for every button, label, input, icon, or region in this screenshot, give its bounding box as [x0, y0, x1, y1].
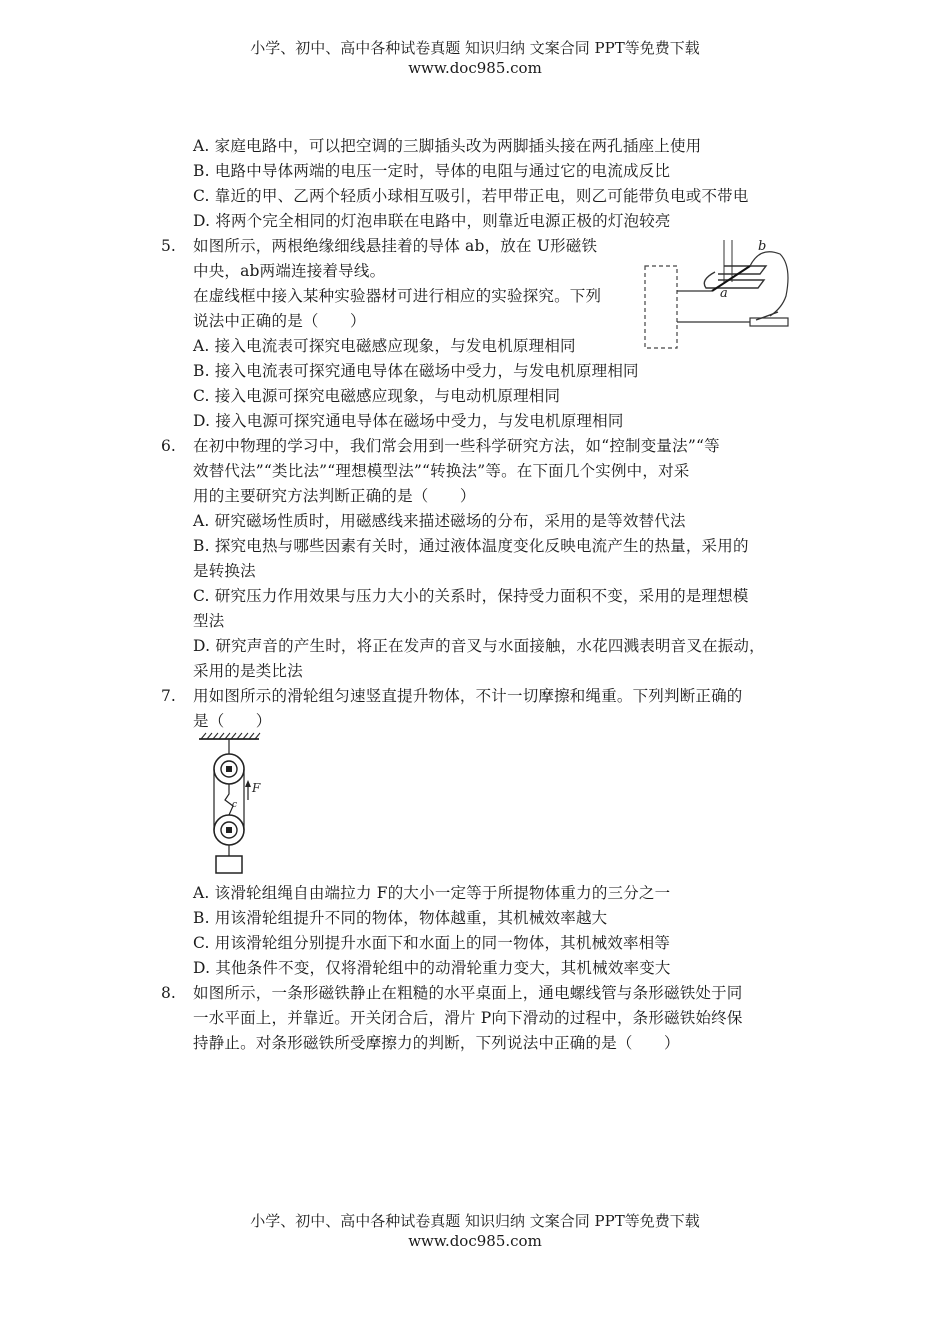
q8-stem-line-1: 如图所示，一条形磁铁静止在粗糙的水平桌面上，通电螺线管与条形磁铁处于同 [193, 984, 743, 1002]
movable-pulley-axle [226, 827, 232, 833]
q6-option-c-line-1: C. 研究压力作用效果与压力大小的关系时，保持受力面积不变，采用的是理想模 [193, 587, 749, 605]
u-magnet-top [718, 266, 766, 274]
q5-stem-line-1: 如图所示，两根绝缘细线悬挂着的导体 ab，放在 U形磁铁 [193, 237, 598, 255]
q8-stem-line-3: 持静止。对条形磁铁所受摩擦力的判断，下列说法中正确的是（ ） [193, 1034, 680, 1052]
q7-option-a: A. 该滑轮组绳自由端拉力 F的大小一定等于所提物体重力的三分之一 [193, 884, 671, 902]
header-url: www.doc985.com [408, 59, 542, 77]
q5-stem-line-4: 说法中正确的是（ ） [193, 312, 366, 330]
q6-option-a: A. 研究磁场性质时，用磁感线来描述磁场的分布，采用的是等效替代法 [193, 512, 686, 530]
page-header [0, 38, 950, 78]
conductor-ab [712, 266, 750, 291]
q6-stem-line-1: 在初中物理的学习中，我们常会用到一些科学研究方法，如“控制变量法”“等 [193, 437, 720, 455]
q7-stem-line-2: 是（ ） [193, 712, 272, 730]
load-block [216, 856, 242, 873]
q6-number: 6. [161, 437, 176, 455]
label-c: c [232, 800, 238, 810]
dashed-box [645, 266, 677, 348]
label-f: F [252, 781, 261, 795]
q5-option-b: B. 接入电流表可探究通电导体在磁场中受力，与发电机原理相同 [193, 362, 639, 380]
force-arrowhead [245, 780, 251, 787]
q5-number: 5. [161, 237, 176, 255]
q6-option-b-line-1: B. 探究电热与哪些因素有关时，通过液体温度变化反映电流产生的热量，采用的 [193, 537, 749, 555]
q7-number: 7. [161, 687, 176, 705]
q4-option-d: D. 将两个完全相同的灯泡串联在电路中，则靠近电源正极的灯泡较亮 [193, 212, 671, 230]
footer-url: www.doc985.com [408, 1232, 542, 1250]
label-b: b [758, 239, 767, 254]
q6-stem-line-3: 用的主要研究方法判断正确的是（ ） [193, 487, 476, 505]
q6-option-c-line-2: 型法 [193, 612, 225, 630]
q4-option-b: B. 电路中导体两端的电压一定时，导体的电阻与通过它的电流成反比 [193, 162, 671, 180]
page-footer [0, 1211, 950, 1251]
q4-option-a: A. 家庭电路中，可以把空调的三脚插头改为两脚插头接在两孔插座上使用 [193, 137, 702, 155]
q7-pulley-figure [195, 732, 265, 877]
q4-option-c: C. 靠近的甲、乙两个轻质小球相互吸引，若甲带正电，则乙可能带负电或不带电 [193, 187, 749, 205]
q8-stem-line-2: 一水平面上，并靠近。开关闭合后，滑片 P向下滑动的过程中，条形磁铁始终保 [193, 1009, 743, 1027]
switch-blade [756, 312, 778, 320]
q7-option-c: C. 用该滑轮组分别提升水面下和水面上的同一物体，其机械效率相等 [193, 934, 671, 952]
q8-number: 8. [161, 984, 176, 1002]
q5-stem-line-3: 在虚线框中接入某种实验器材可进行相应的实验探究。下列 [193, 287, 602, 305]
q7-option-b: B. 用该滑轮组提升不同的物体，物体越重，其机械效率越大 [193, 909, 608, 927]
q5-magnet-circuit-figure [640, 236, 790, 354]
q5-stem-line-2: 中央，ab两端连接着导线。 [193, 262, 386, 280]
switch-base [750, 318, 788, 326]
q7-stem-line-1: 用如图所示的滑轮组匀速竖直提升物体，不计一切摩擦和绳重。下列判断正确的 [193, 687, 743, 705]
q6-option-d-line-1: D. 研究声音的产生时，将正在发声的音叉与水面接触，水花四溅表明音叉在振动， [193, 637, 765, 655]
fixed-pulley-axle [226, 766, 232, 772]
q5-option-a: A. 接入电流表可探究电磁感应现象，与发电机原理相同 [193, 337, 576, 355]
q5-option-d: D. 接入电源可探究通电导体在磁场中受力，与发电机原理相同 [193, 412, 624, 430]
header-line-1: 小学、初中、高中各种试卷真题 知识归纳 文案合同 PPT等免费下载 [250, 39, 700, 57]
ceiling-hatch [201, 733, 260, 739]
label-a: a [720, 286, 728, 301]
footer-line-1: 小学、初中、高中各种试卷真题 知识归纳 文案合同 PPT等免费下载 [250, 1212, 700, 1230]
wire-b [750, 252, 788, 316]
q6-stem-line-2: 效替代法”“类比法”“理想模型法”“转换法”等。在下面几个实例中，对采 [193, 462, 690, 480]
q7-option-d: D. 其他条件不变，仅将滑轮组中的动滑轮重力变大，其机械效率变大 [193, 959, 671, 977]
q5-option-c: C. 接入电源可探究电磁感应现象，与电动机原理相同 [193, 387, 561, 405]
q6-option-b-line-2: 是转换法 [193, 562, 256, 580]
q6-option-d-line-2: 采用的是类比法 [193, 662, 303, 680]
